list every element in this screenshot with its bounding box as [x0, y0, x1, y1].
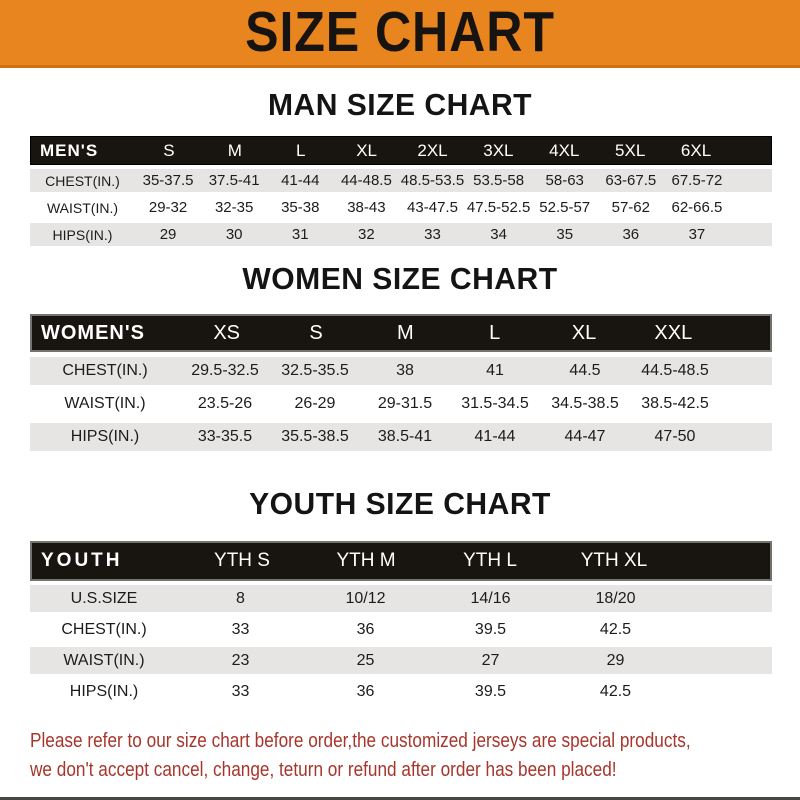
- table-row: [30, 647, 772, 674]
- value-cell: 33: [231, 682, 250, 700]
- value-cell: 27: [481, 651, 500, 669]
- value-cell: 44.5: [569, 362, 601, 379]
- size-header-cell: L: [489, 321, 501, 344]
- value-cell: 34.5-38.5: [551, 395, 619, 412]
- value-cell: 32-35: [214, 199, 254, 216]
- value-cell: 67.5-72: [671, 172, 723, 189]
- value-cell: 37.5-41: [208, 172, 260, 189]
- value-cell: 35.5-38.5: [281, 428, 349, 445]
- row-label-cell: HIPS(IN.): [70, 428, 140, 445]
- value-cell: 30: [225, 226, 243, 243]
- table-row: [30, 196, 772, 219]
- table-header-row: [30, 314, 772, 352]
- page-title: SIZE CHART: [245, 0, 555, 64]
- value-cell: 38-43: [347, 199, 386, 216]
- size-header-cell: XS: [213, 321, 240, 344]
- table-row: [30, 585, 772, 612]
- value-cell: 41-44: [474, 428, 516, 445]
- row-label-cell: HIPS(IN.): [69, 682, 139, 700]
- value-cell: 14/16: [470, 589, 511, 607]
- size-header-cell: M: [396, 321, 414, 344]
- row-label-cell: CHEST(IN.): [62, 362, 148, 379]
- value-cell: 26-29: [294, 395, 336, 412]
- row-label-cell: WAIST(IN.): [46, 199, 119, 216]
- value-cell: 36: [622, 226, 640, 243]
- value-cell: 43-47.5: [407, 199, 458, 216]
- value-cell: 53.5-58: [473, 172, 525, 189]
- value-cell: 29-32: [148, 199, 188, 216]
- value-cell: 36: [356, 620, 375, 638]
- value-cell: 48.5-53.5: [400, 172, 465, 189]
- order-policy-note: [30, 727, 787, 785]
- value-cell: 47-50: [654, 428, 696, 445]
- table-row: [30, 423, 772, 451]
- value-cell: 29: [159, 226, 177, 243]
- table-row: [30, 357, 772, 385]
- value-cell: 39.5: [474, 620, 507, 638]
- table-row: [30, 616, 772, 643]
- table-header-row: [30, 136, 772, 165]
- value-cell: 8: [236, 589, 245, 607]
- size-header-cell: 2XL: [417, 140, 448, 160]
- row-label-cell: CHEST(IN.): [61, 620, 147, 638]
- value-cell: 23.5-26: [197, 395, 253, 412]
- value-cell: 23: [231, 651, 250, 669]
- row-label-cell: CHEST(IN.): [45, 172, 120, 189]
- size-header-cell: 4XL: [549, 140, 580, 160]
- value-cell: 62-66.5: [671, 199, 723, 216]
- value-cell: 25: [356, 651, 375, 669]
- value-cell: 33: [231, 620, 250, 638]
- value-cell: 29-31.5: [377, 395, 433, 412]
- table-row: [30, 390, 772, 418]
- value-cell: 42.5: [599, 682, 632, 700]
- value-cell: 57-62: [611, 199, 650, 216]
- value-cell: 38.5-42.5: [641, 395, 709, 412]
- women-size-table: [30, 314, 772, 451]
- size-header-cell: YTH S: [214, 550, 270, 571]
- order-policy-line-1: Please refer to our size chart before order,the customized jerseys are special products,: [30, 730, 691, 752]
- value-cell: 37: [688, 226, 706, 243]
- value-cell: 32.5-35.5: [281, 362, 349, 379]
- value-cell: 41: [486, 362, 504, 379]
- value-cell: 44-48.5: [340, 172, 392, 189]
- value-cell: 41-44: [281, 172, 320, 189]
- value-cell: 31: [291, 226, 309, 243]
- value-cell: 52.5-57: [539, 199, 591, 216]
- value-cell: 29.5-32.5: [191, 362, 259, 379]
- value-cell: 35-38: [281, 199, 320, 216]
- table-header-row: [30, 541, 772, 581]
- table-row: [30, 223, 772, 246]
- row-label-cell: WAIST(IN.): [63, 651, 145, 669]
- size-header-cell: YTH L: [463, 550, 517, 571]
- value-cell: 47.5-52.5: [466, 199, 531, 216]
- value-cell: 35: [556, 226, 574, 243]
- value-cell: 38.5-41: [377, 428, 433, 445]
- value-cell: 38: [396, 362, 414, 379]
- table-title-cell: WOMEN'S: [41, 321, 145, 344]
- value-cell: 42.5: [599, 620, 632, 638]
- size-header-cell: S: [163, 140, 175, 160]
- youth-size-table: [30, 541, 772, 705]
- order-policy-line-2: we don't accept cancel, change, teturn or refund after order has been placed!: [30, 759, 617, 781]
- section-title-youth: YOUTH SIZE CHART: [249, 486, 551, 521]
- size-header-cell: 6XL: [680, 140, 712, 160]
- value-cell: 44-47: [564, 428, 606, 445]
- size-header-cell: XXL: [654, 321, 693, 344]
- row-label-cell: U.S.SIZE: [70, 589, 138, 607]
- value-cell: 10/12: [345, 589, 386, 607]
- value-cell: 18/20: [595, 589, 636, 607]
- size-header-cell: 3XL: [483, 140, 514, 160]
- table-title-cell: YOUTH: [41, 550, 123, 571]
- value-cell: 39.5: [474, 682, 507, 700]
- men-size-table: [30, 136, 772, 246]
- size-header-cell: XL: [571, 321, 597, 344]
- value-cell: 63-67.5: [605, 172, 657, 189]
- table-row: [30, 678, 772, 705]
- value-cell: 58-63: [545, 172, 584, 189]
- value-cell: 29: [606, 651, 625, 669]
- size-header-cell: L: [295, 140, 306, 160]
- value-cell: 34: [490, 226, 507, 243]
- size-header-cell: S: [309, 321, 323, 344]
- size-header-cell: YTH M: [336, 550, 396, 571]
- table-title-cell: MEN'S: [40, 140, 99, 160]
- value-cell: 36: [356, 682, 375, 700]
- row-label-cell: HIPS(IN.): [52, 226, 113, 243]
- table-row: [30, 169, 772, 192]
- section-title-women: WOMEN SIZE CHART: [242, 261, 558, 296]
- value-cell: 44.5-48.5: [641, 362, 709, 379]
- value-cell: 33: [424, 226, 441, 243]
- size-header-cell: YTH XL: [580, 550, 648, 571]
- size-chart-banner: [0, 0, 800, 68]
- value-cell: 31.5-34.5: [461, 395, 529, 412]
- size-header-cell: 5XL: [615, 140, 646, 160]
- size-header-cell: XL: [356, 140, 377, 160]
- section-title-men: MAN SIZE CHART: [267, 87, 533, 122]
- value-cell: 35-37.5: [142, 172, 194, 189]
- value-cell: 32: [358, 226, 375, 243]
- row-label-cell: WAIST(IN.): [64, 395, 146, 412]
- size-header-cell: M: [227, 140, 242, 160]
- value-cell: 33-35.5: [197, 428, 253, 445]
